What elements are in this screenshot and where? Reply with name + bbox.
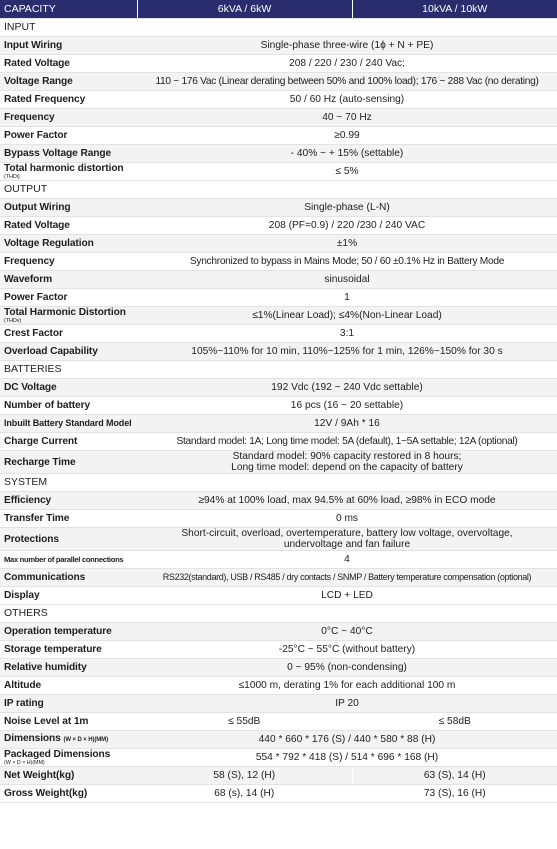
table-row: Bypass Voltage Range - 40% ~ + 15% (settable) [0, 145, 557, 163]
table-row: Charge Current Standard model: 1A; Long time model: 5A (default), 1~5A settable; 12A (optional) [0, 433, 557, 451]
table-row: Relative humidity 0 ~ 95% (non-condensing) [0, 659, 557, 677]
table-row: IP rating IP 20 [0, 695, 557, 713]
table-row: Waveform sinusoidal [0, 271, 557, 289]
table-row: Frequency Synchronized to bypass in Mains Mode; 50 / 60 ±0.1% Hz in Battery Mode [0, 253, 557, 271]
table-row: Voltage Regulation ±1% [0, 235, 557, 253]
table-row: Packaged Dimensions (W × D × H)(MM) 554 * 792 * 418 (S) / 514 * 696 * 168 (H) [0, 749, 557, 767]
table-row: Inbuilt Battery Standard Model 12V / 9Ah * 16 [0, 415, 557, 433]
row-label: Dimensions [4, 733, 61, 744]
protections-line-2: undervoltage and fan failure [283, 539, 411, 550]
table-row: Number of battery 16 pcs (16 ~ 20 settable) [0, 397, 557, 415]
table-row: Communications RS232(standard), USB / RS485 / dry contacts / SNMP / Battery temperature compensation (optional) [0, 569, 557, 587]
table-row: Total harmonic distortion (THDi) ≤ 5% [0, 163, 557, 181]
protections-line-1: Short-circuit, overload, overtemperature, battery low voltage, overvoltage, [181, 528, 513, 539]
table-row: Rated Voltage 208 (PF=0.9) / 220 /230 / 240 VAC [0, 217, 557, 235]
row-label-sub: (THDi) [4, 174, 20, 180]
section-output: OUTPUT [0, 181, 557, 199]
table-row: Transfer Time 0 ms [0, 510, 557, 528]
recharge-line-2: Long time model: depend on the capacity of battery [231, 462, 463, 473]
table-row: Rated Frequency 50 / 60 Hz (auto-sensing) [0, 91, 557, 109]
table-row: Max number of parallel connections 4 [0, 551, 557, 569]
table-row: Recharge Time Standard model: 90% capacity restored in 8 hours; Long time model: depend on the capacity of battery [0, 451, 557, 474]
model-10kva-header: 10kVA / 10kW [352, 0, 557, 19]
table-row: Protections Short-circuit, overload, overtemperature, battery low voltage, overvoltage, undervoltage and fan failure [0, 528, 557, 551]
table-row: Dimensions (W × D × H)(MM) 440 * 660 * 176 (S) / 440 * 580 * 88 (H) [0, 731, 557, 749]
header-row [0, 0, 557, 19]
row-label-sub: (W × D × H)(MM) [4, 760, 45, 766]
table-row: Storage temperature -25°C ~ 55°C (without battery) [0, 641, 557, 659]
table-row: Voltage Range 110 ~ 176 Vac (Linear derating between 50% and 100% load); 176 ~ 288 Vac (no derating) [0, 73, 557, 91]
section-batteries: BATTERIES [0, 361, 557, 379]
table-row: Input Wiring Single-phase three-wire (1ϕ + N + PE) [0, 37, 557, 55]
section-system: SYSTEM [0, 474, 557, 492]
table-row: Noise Level at 1m ≤ 55dB ≤ 58dB [0, 713, 557, 731]
row-label-suffix: (W × D × H)(MM) [63, 737, 108, 743]
section-others: OTHERS [0, 605, 557, 623]
row-label-sub: (THDv) [4, 318, 22, 324]
table-row: Gross Weight(kg) 68 (s), 14 (H) 73 (S), 16 (H) [0, 785, 557, 803]
row-label: Packaged Dimensions [4, 749, 111, 760]
model-6kva-header: 6kVA / 6kW [137, 0, 352, 19]
table-row: Power Factor ≥0.99 [0, 127, 557, 145]
table-row: Output Wiring Single-phase (L-N) [0, 199, 557, 217]
row-label: Total Harmonic Distortion [4, 307, 126, 318]
table-row: DC Voltage 192 Vdc (192 ~ 240 Vdc settable) [0, 379, 557, 397]
recharge-line-1: Standard model: 90% capacity restored in 8 hours; [232, 451, 462, 462]
table-row: Frequency 40 ~ 70 Hz [0, 109, 557, 127]
table-row: Crest Factor 3:1 [0, 325, 557, 343]
table-row: Display LCD + LED [0, 587, 557, 605]
table-row: Power Factor 1 [0, 289, 557, 307]
row-label: Total harmonic distortion [4, 163, 124, 174]
table-row: Efficiency ≥94% at 100% load, max 94.5% at 60% load, ≥98% in ECO mode [0, 492, 557, 510]
table-row: Operation temperature 0°C ~ 40°C [0, 623, 557, 641]
section-input: INPUT [0, 19, 557, 37]
table-row: Total Harmonic Distortion (THDv) ≤1%(Linear Load); ≤4%(Non-Linear Load) [0, 307, 557, 325]
capacity-header: CAPACITY [0, 0, 137, 19]
table-row: Overload Capability 105%~110% for 10 min, 110%~125% for 1 min, 126%~150% for 30 s [0, 343, 557, 361]
table-row: Net Weight(kg) 58 (S), 12 (H) 63 (S), 14 (H) [0, 767, 557, 785]
table-row: Rated Voltage 208 / 220 / 230 / 240 Vac; [0, 55, 557, 73]
table-row: Altitude ≤1000 m, derating 1% for each additional 100 m [0, 677, 557, 695]
